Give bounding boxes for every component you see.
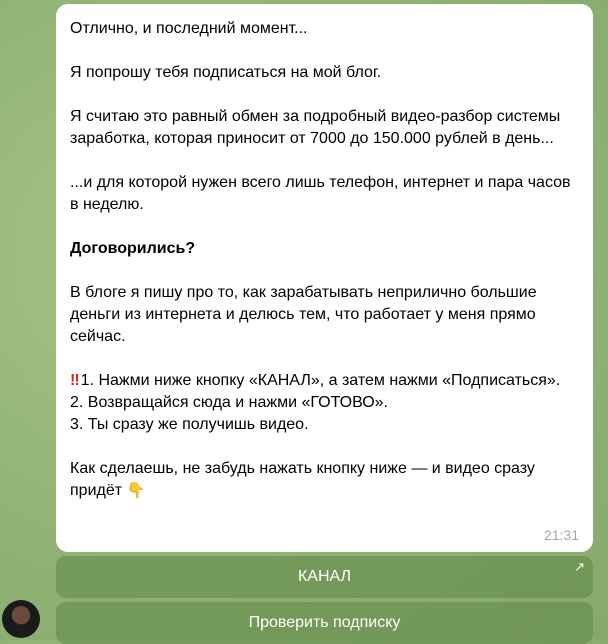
message-paragraph: Я попрошу тебя подписаться на мой блог. <box>70 64 382 81</box>
message-paragraph: Отлично, и последний момент... <box>70 20 308 37</box>
message-paragraph: Я считаю это равный обмен за подробный видео-разбор системы заработка, которая приносит от 7000 до 150.000 рублей в день... <box>70 108 561 147</box>
step-1: 1. Нажми ниже кнопку «КАНАЛ», а затем нажми «Подписаться». <box>80 372 561 389</box>
step-2: 2. Возвращайся сюда и нажми «ГОТОВО». <box>70 394 388 411</box>
message-paragraph: В блоге я пишу про то, как зарабатывать неприлично большие деньги из интернета и делюсь тем, что работает у меня прямо сейчас. <box>70 284 537 345</box>
message-bubble <box>56 4 593 552</box>
check-subscription-button[interactable] <box>56 602 593 644</box>
closing-text: Как сделаешь, не забудь нажать кнопку ниже — и видео сразу придёт <box>70 460 535 499</box>
check-subscription-label: Проверить подписку <box>248 614 401 631</box>
message-paragraph <box>70 458 579 502</box>
channel-button-label: КАНАЛ <box>297 568 352 585</box>
double-exclamation-icon: ‼ <box>70 372 78 389</box>
steps-list <box>70 370 579 436</box>
message-time: 21:31 <box>543 527 579 543</box>
step-3: 3. Ты сразу же получишь видео. <box>70 416 309 433</box>
pointing-down-icon: 👇 <box>126 482 146 499</box>
message-paragraph: ...и для которой нужен всего лишь телефон, интернет и пара часов в неделю. <box>70 174 571 213</box>
avatar[interactable] <box>2 600 40 638</box>
channel-button[interactable] <box>56 556 593 598</box>
message-heading: Договорились? <box>70 240 196 257</box>
external-link-icon: ↗ <box>574 559 585 574</box>
